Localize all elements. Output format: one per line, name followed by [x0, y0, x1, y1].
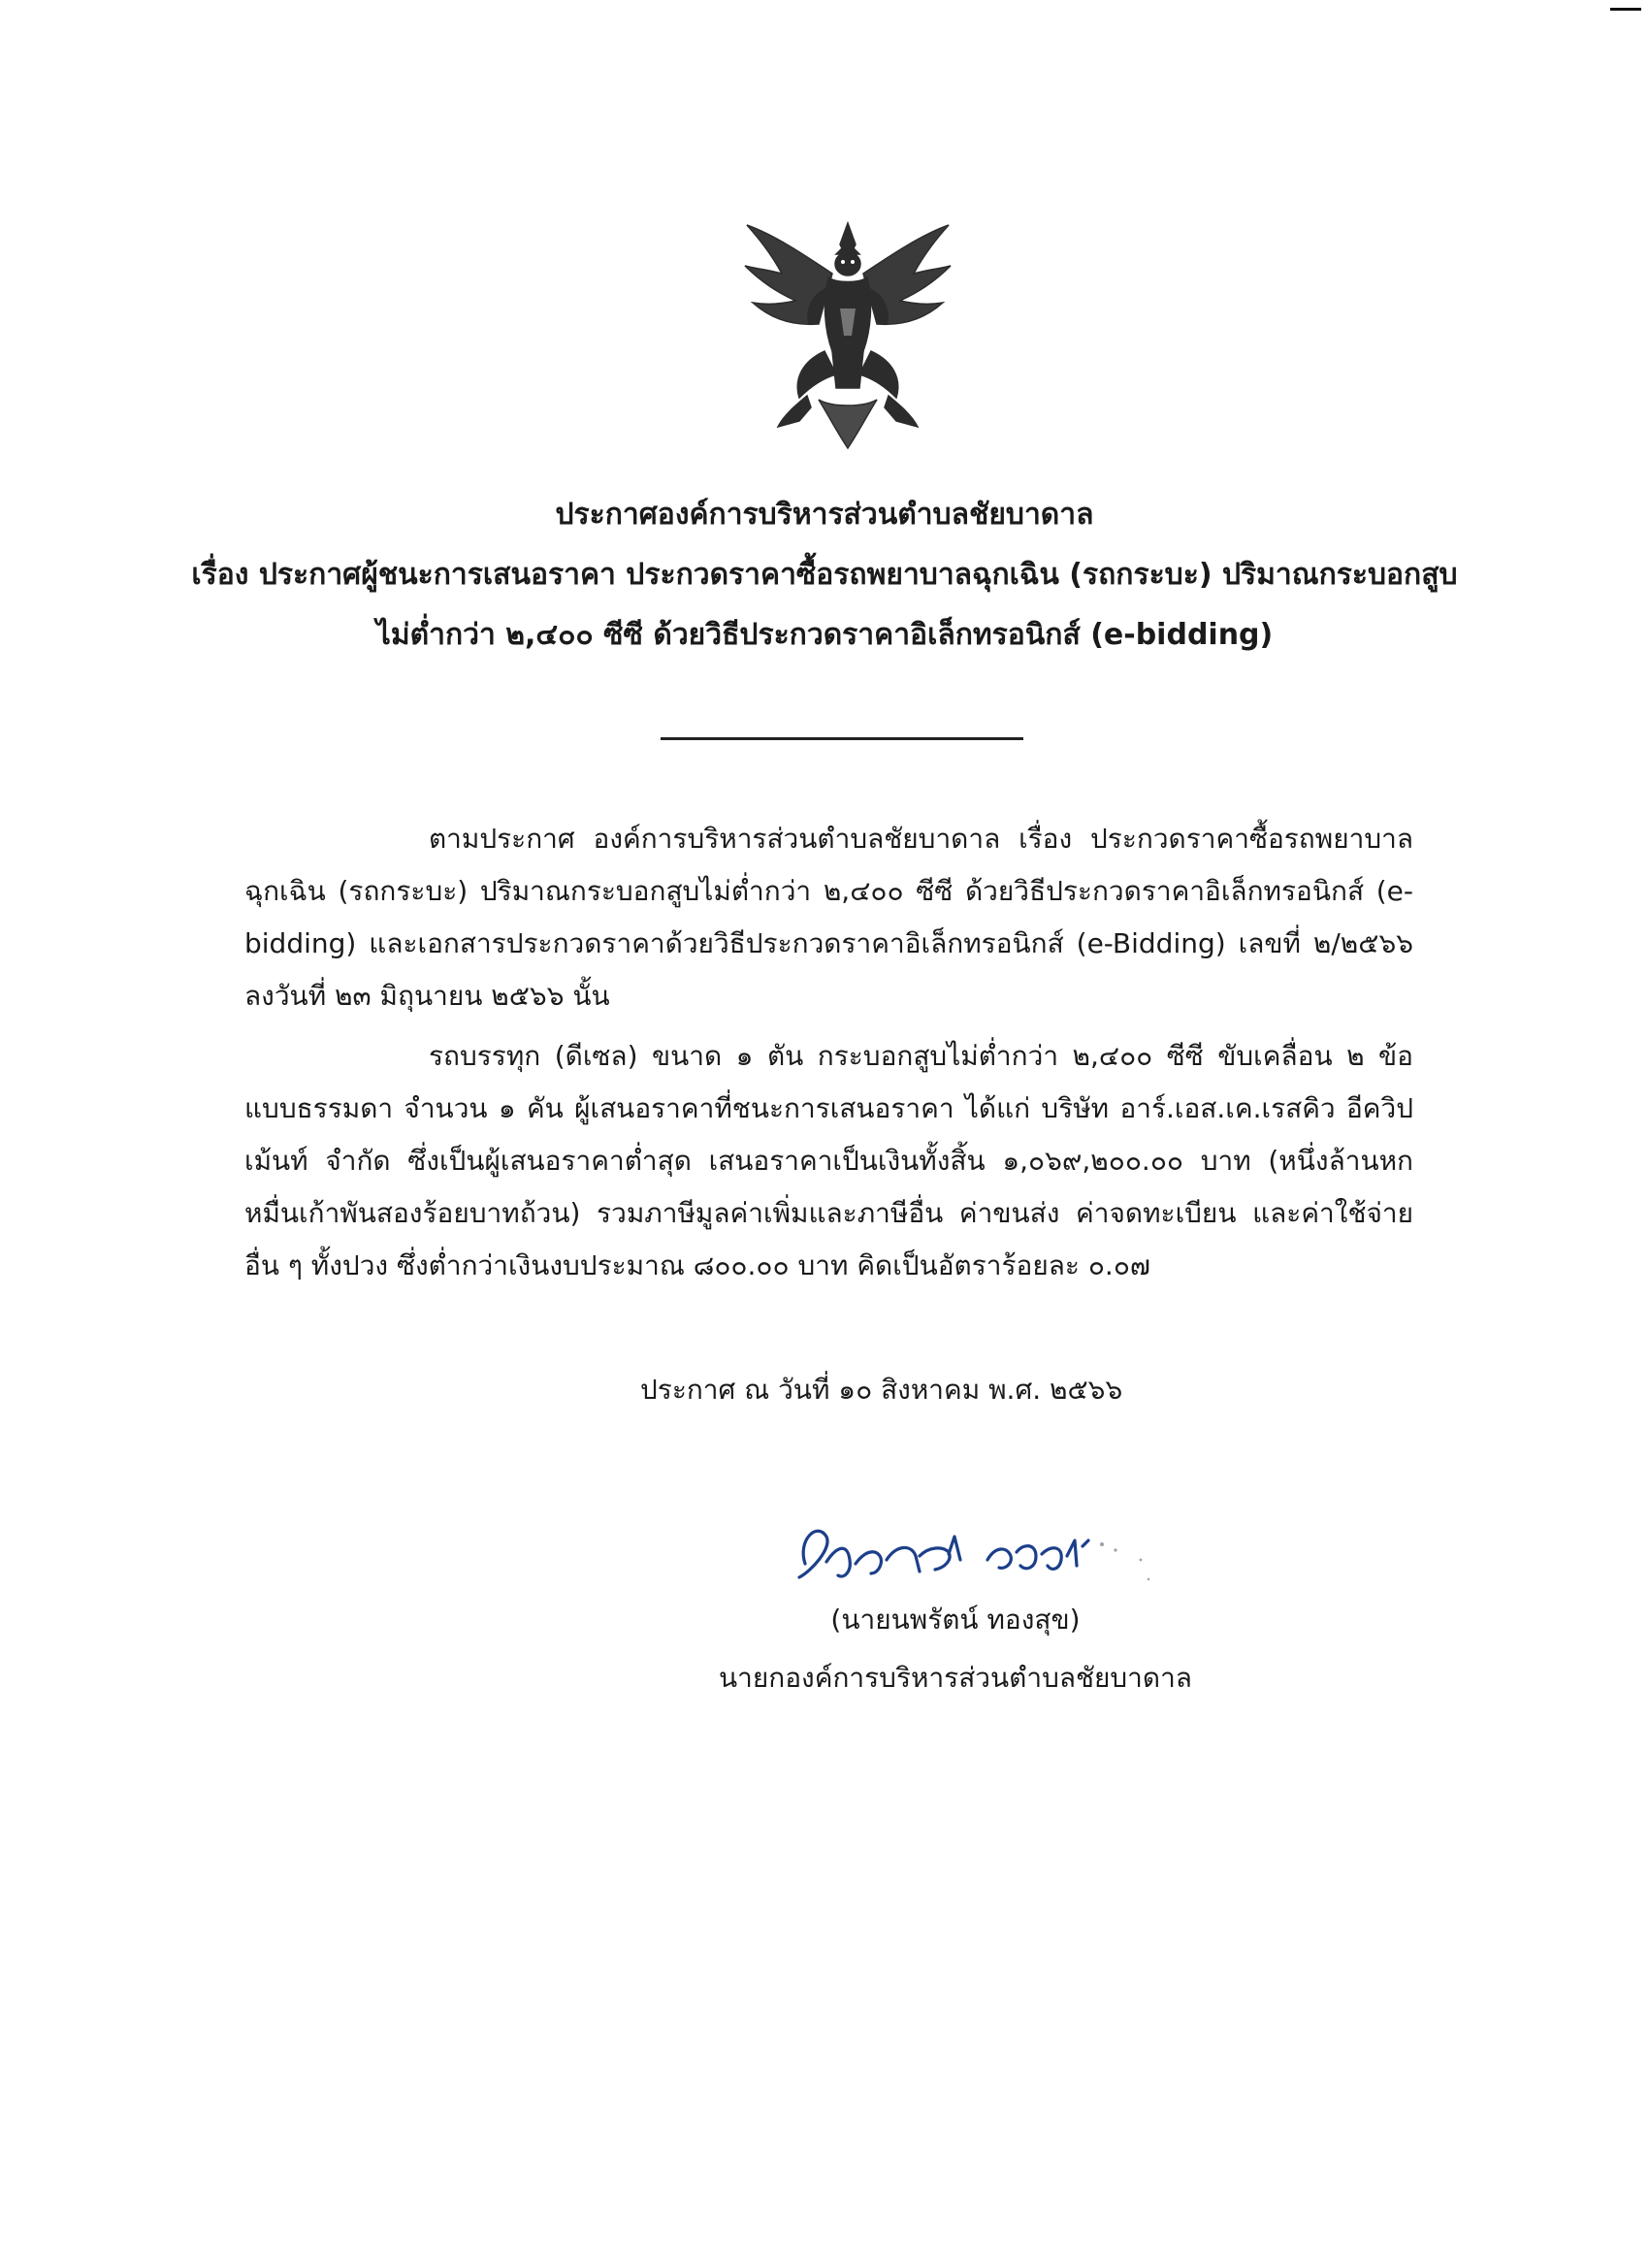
- title-line-issuer: ประกาศองค์การบริหารส่วนตำบลชัยบาดาล: [555, 498, 1094, 532]
- title-divider: [661, 737, 1023, 740]
- title-line-subject: เรื่อง ประกาศผู้ชนะการเสนอราคา ประกวดราคาซื้อรถพยาบาลฉุกเฉิน (รถกระบะ) ปริมาณกระบอกสูบ: [191, 558, 1458, 592]
- document-title: [146, 485, 1504, 665]
- scan-corner-mark: [1610, 8, 1641, 11]
- document-body: [244, 813, 1413, 1292]
- announcement-date: ประกาศ ณ วันที่ ๑๐ สิงหาคม พ.ศ. ๒๕๖๖: [640, 1374, 1123, 1406]
- garuda-emblem-icon: [735, 215, 960, 454]
- signer-block: [669, 1591, 1242, 1707]
- title-line-subject-cont: ไม่ต่ำกว่า ๒,๔๐๐ ซีซี ด้วยวิธีประกวดราคาอิเล็กทรอนิกส์ (e-bidding): [375, 618, 1274, 652]
- body-paragraph-2: รถบรรทุก (ดีเซล) ขนาด ๑ ตัน กระบอกสูบไม่ต่ำกว่า ๒,๔๐๐ ซีซี ขับเคลื่อน ๒ ข้อ แบบธรรมดา จำนวน ๑ คัน ผู้เสนอราคาที่ชนะการเสนอราคา ได้แก่ บริษัท อาร์.เอส.เค.เรสคิว อีควิปเม้นท์ จำกัด ซึ่งเป็นผู้เสนอราคาต่ำสุด เสนอราคาเป็นเงินทั้งสิ้น ๑,๐๖๙,๒๐๐.๐๐ บาท (หนึ่งล้านหกหมื่นเก้าพันสองร้อยบาทถ้วน) รวมภาษีมูลค่าเพิ่มและภาษีอื่น ค่าขนส่ง ค่าจดทะเบียน และค่าใช้จ่ายอื่น ๆ ทั้งปวง ซึ่งต่ำกว่าเงินงบประมาณ ๘๐๐.๐๐ บาท คิดเป็นอัตราร้อยละ ๐.๐๗: [244, 1040, 1413, 1281]
- signer-position: นายกองค์การบริหารส่วนตำบลชัยบาดาล: [719, 1662, 1192, 1694]
- signer-name: (นายนพรัตน์ ทองสุข): [830, 1604, 1081, 1636]
- body-paragraph-1: ตามประกาศ องค์การบริหารส่วนตำบลชัยบาดาล เรื่อง ประกวดราคาซื้อรถพยาบาลฉุกเฉิน (รถกระบะ) ปริมาณกระบอกสูบไม่ต่ำกว่า ๒,๔๐๐ ซีซี ด้วยวิธีประกวดราคาอิเล็กทรอนิกส์ (e-bidding) และเอกสารประกวดราคาด้วยวิธีประกวดราคาอิเล็กทรอนิกส์ (e-Bidding) เลขที่ ๒/๒๕๖๖ ลงวันที่ ๒๓ มิถุนายน ๒๕๖๖ นั้น: [244, 823, 1413, 1012]
